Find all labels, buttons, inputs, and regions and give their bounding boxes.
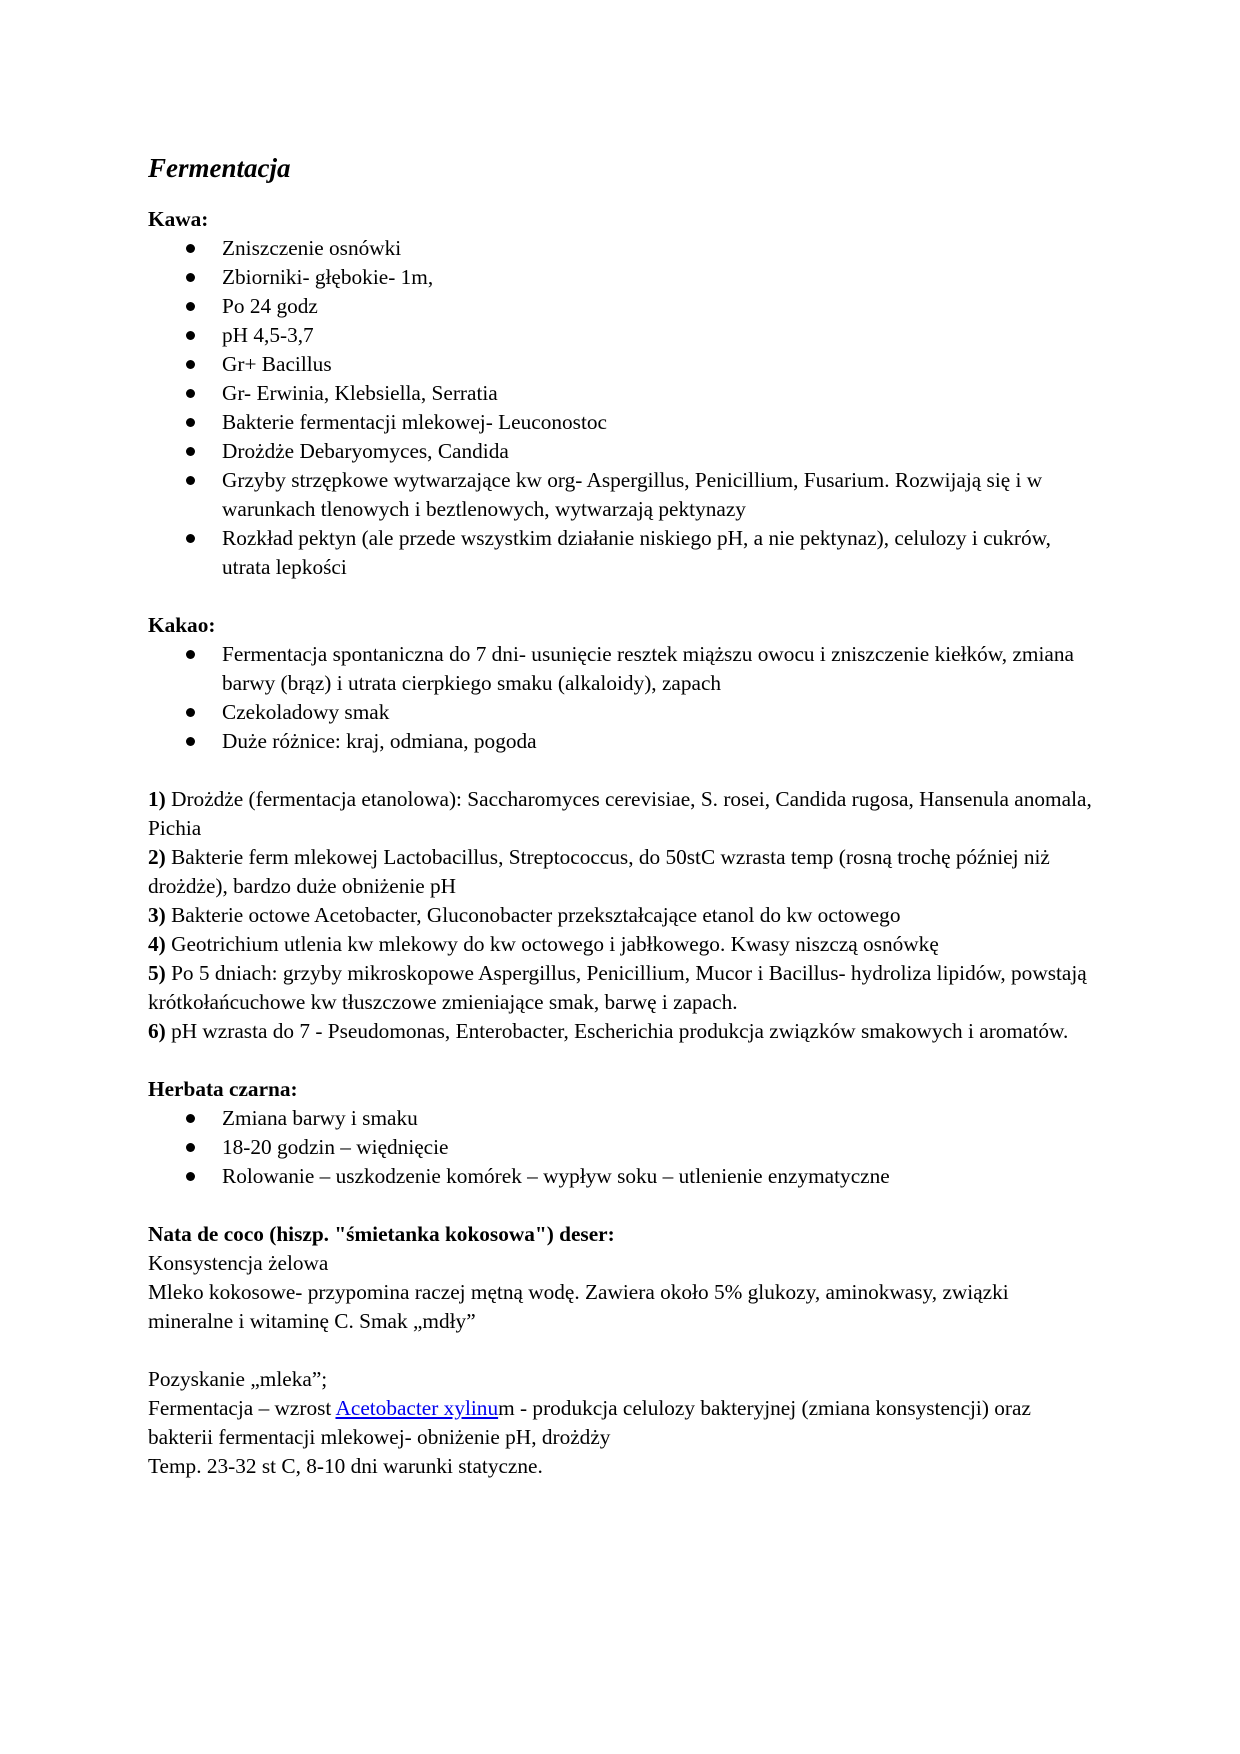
stage-number: 1) xyxy=(148,787,166,811)
list-item xyxy=(148,466,1098,524)
paragraph xyxy=(148,1394,1098,1452)
list-item-text: Zmiana barwy i smaku xyxy=(222,1106,418,1130)
list-item-text: Bakterie fermentacji mlekowej- Leuconostoc xyxy=(222,410,607,434)
bullet-icon xyxy=(186,273,195,282)
section-heading-herbata: Herbata czarna: xyxy=(148,1077,298,1101)
list-item-text: Duże różnice: kraj, odmiana, pogoda xyxy=(222,729,537,753)
blank-line xyxy=(148,1336,1098,1365)
list-item-text: Grzyby strzępkowe wytwarzające kw org- Aspergillus, Penicillium, Fusarium. Rozwijają się i w warunkach tlenowych i beztlenowych, wytwarzają pektynazy xyxy=(222,468,1043,521)
stage-item xyxy=(148,1017,1098,1046)
kawa-list xyxy=(148,234,1098,582)
paragraph: Pozyskanie „mleka”; xyxy=(148,1367,328,1391)
acetobacter-xylinum-link[interactable]: Acetobacter xylinu xyxy=(335,1396,499,1420)
bullet-icon xyxy=(186,244,195,253)
stage-text: Po 5 dniach: grzyby mikroskopowe Aspergillus, Penicillium, Mucor i Bacillus- hydroliza lipidów, powstają krótkołańcuchowe kw tłuszczowe zmieniające smak, barwę i zapach. xyxy=(148,961,1087,1014)
list-item xyxy=(148,1133,1098,1162)
stage-item xyxy=(148,930,1098,959)
stage-item xyxy=(148,901,1098,930)
stage-item xyxy=(148,785,1098,843)
bullet-icon xyxy=(186,418,195,427)
stage-number: 3) xyxy=(148,903,166,927)
blank-line xyxy=(148,1191,1098,1220)
stage-text: Bakterie ferm mlekowej Lactobacillus, Streptococcus, do 50stC wzrasta temp (rosną trochę później niż drożdże), bardzo duże obniżenie pH xyxy=(148,845,1050,898)
list-item xyxy=(148,698,1098,727)
bullet-icon xyxy=(186,1172,195,1181)
list-item xyxy=(148,408,1098,437)
bullet-icon xyxy=(186,650,195,659)
list-item xyxy=(148,1162,1098,1191)
bullet-icon xyxy=(186,360,195,369)
section-heading-kakao: Kakao: xyxy=(148,613,216,637)
paragraph: Temp. 23-32 st C, 8-10 dni warunki statyczne. xyxy=(148,1454,543,1478)
list-item-text: pH 4,5-3,7 xyxy=(222,323,314,347)
bullet-icon xyxy=(186,534,195,543)
blank-line xyxy=(148,1046,1098,1075)
paragraph-text: m - produkcja celulozy bakteryjnej (zmiana konsystencji) oraz bakterii fermentacji mlekowej- obniżenie pH, drożdży xyxy=(148,1396,1031,1449)
bullet-icon xyxy=(186,302,195,311)
document-title: Fermentacja xyxy=(148,153,291,183)
stage-number: 2) xyxy=(148,845,166,869)
stage-number: 6) xyxy=(148,1019,166,1043)
list-item-text: Czekoladowy smak xyxy=(222,700,390,724)
list-item xyxy=(148,640,1098,698)
bullet-icon xyxy=(186,708,195,717)
section-heading-kawa: Kawa: xyxy=(148,207,209,231)
list-item-text: Gr+ Bacillus xyxy=(222,352,332,376)
list-item xyxy=(148,321,1098,350)
bullet-icon xyxy=(186,1143,195,1152)
list-item-text: Drożdże Debaryomyces, Candida xyxy=(222,439,509,463)
kakao-stages xyxy=(148,785,1098,1046)
list-item-text: Gr- Erwinia, Klebsiella, Serratia xyxy=(222,381,498,405)
stage-number: 5) xyxy=(148,961,166,985)
bullet-icon xyxy=(186,737,195,746)
paragraph: Mleko kokosowe- przypomina raczej mętną wodę. Zawiera około 5% glukozy, aminokwasy, związki mineralne i witaminę C. Smak „mdły” xyxy=(148,1280,1009,1333)
list-item xyxy=(148,1104,1098,1133)
bullet-icon xyxy=(186,1114,195,1123)
herbata-list xyxy=(148,1104,1098,1191)
list-item-text: Zbiorniki- głębokie- 1m, xyxy=(222,265,434,289)
stage-number: 4) xyxy=(148,932,166,956)
section-heading-nata-de-coco: Nata de coco (hiszp. "śmietanka kokosowa") deser: xyxy=(148,1222,615,1246)
list-item xyxy=(148,727,1098,756)
list-item xyxy=(148,234,1098,263)
list-item-text: Rolowanie – uszkodzenie komórek – wypływ soku – utlenienie enzymatyczne xyxy=(222,1164,890,1188)
stage-text: Drożdże (fermentacja etanolowa): Saccharomyces cerevisiae, S. rosei, Candida rugosa, Hansenula anomala, Pichia xyxy=(148,787,1092,840)
kakao-list xyxy=(148,640,1098,756)
list-item xyxy=(148,350,1098,379)
blank-line xyxy=(148,582,1098,611)
list-item xyxy=(148,292,1098,321)
bullet-icon xyxy=(186,331,195,340)
stage-item xyxy=(148,959,1098,1017)
bullet-icon xyxy=(186,389,195,398)
list-item-text: 18-20 godzin – więdnięcie xyxy=(222,1135,449,1159)
list-item xyxy=(148,263,1098,292)
list-item xyxy=(148,524,1098,582)
list-item-text: Zniszczenie osnówki xyxy=(222,236,402,260)
list-item-text: Fermentacja spontaniczna do 7 dni- usunięcie resztek miąższu owocu i zniszczenie kiełków, zmiana barwy (brąz) i utrata cierpkiego smaku (alkaloidy), zapach xyxy=(222,642,1074,695)
stage-text: Geotrichium utlenia kw mlekowy do kw octowego i jabłkowego. Kwasy niszczą osnówkę xyxy=(165,932,939,956)
blank-line xyxy=(148,756,1098,785)
stage-text: Bakterie octowe Acetobacter, Gluconobacter przekształcające etanol do kw octowego xyxy=(165,903,901,927)
paragraph-text: Fermentacja – wzrost xyxy=(148,1396,336,1420)
list-item xyxy=(148,437,1098,466)
paragraph: Konsystencja żelowa xyxy=(148,1251,329,1275)
stage-text: pH wzrasta do 7 - Pseudomonas, Enterobacter, Escherichia produkcja związków smakowych i aromatów. xyxy=(165,1019,1069,1043)
document-page xyxy=(148,140,1098,1481)
bullet-icon xyxy=(186,447,195,456)
list-item xyxy=(148,379,1098,408)
list-item-text: Rozkład pektyn (ale przede wszystkim działanie niskiego pH, a nie pektynaz), celulozy i cukrów, utrata lepkości xyxy=(222,526,1051,579)
list-item-text: Po 24 godz xyxy=(222,294,318,318)
stage-item xyxy=(148,843,1098,901)
bullet-icon xyxy=(186,476,195,485)
